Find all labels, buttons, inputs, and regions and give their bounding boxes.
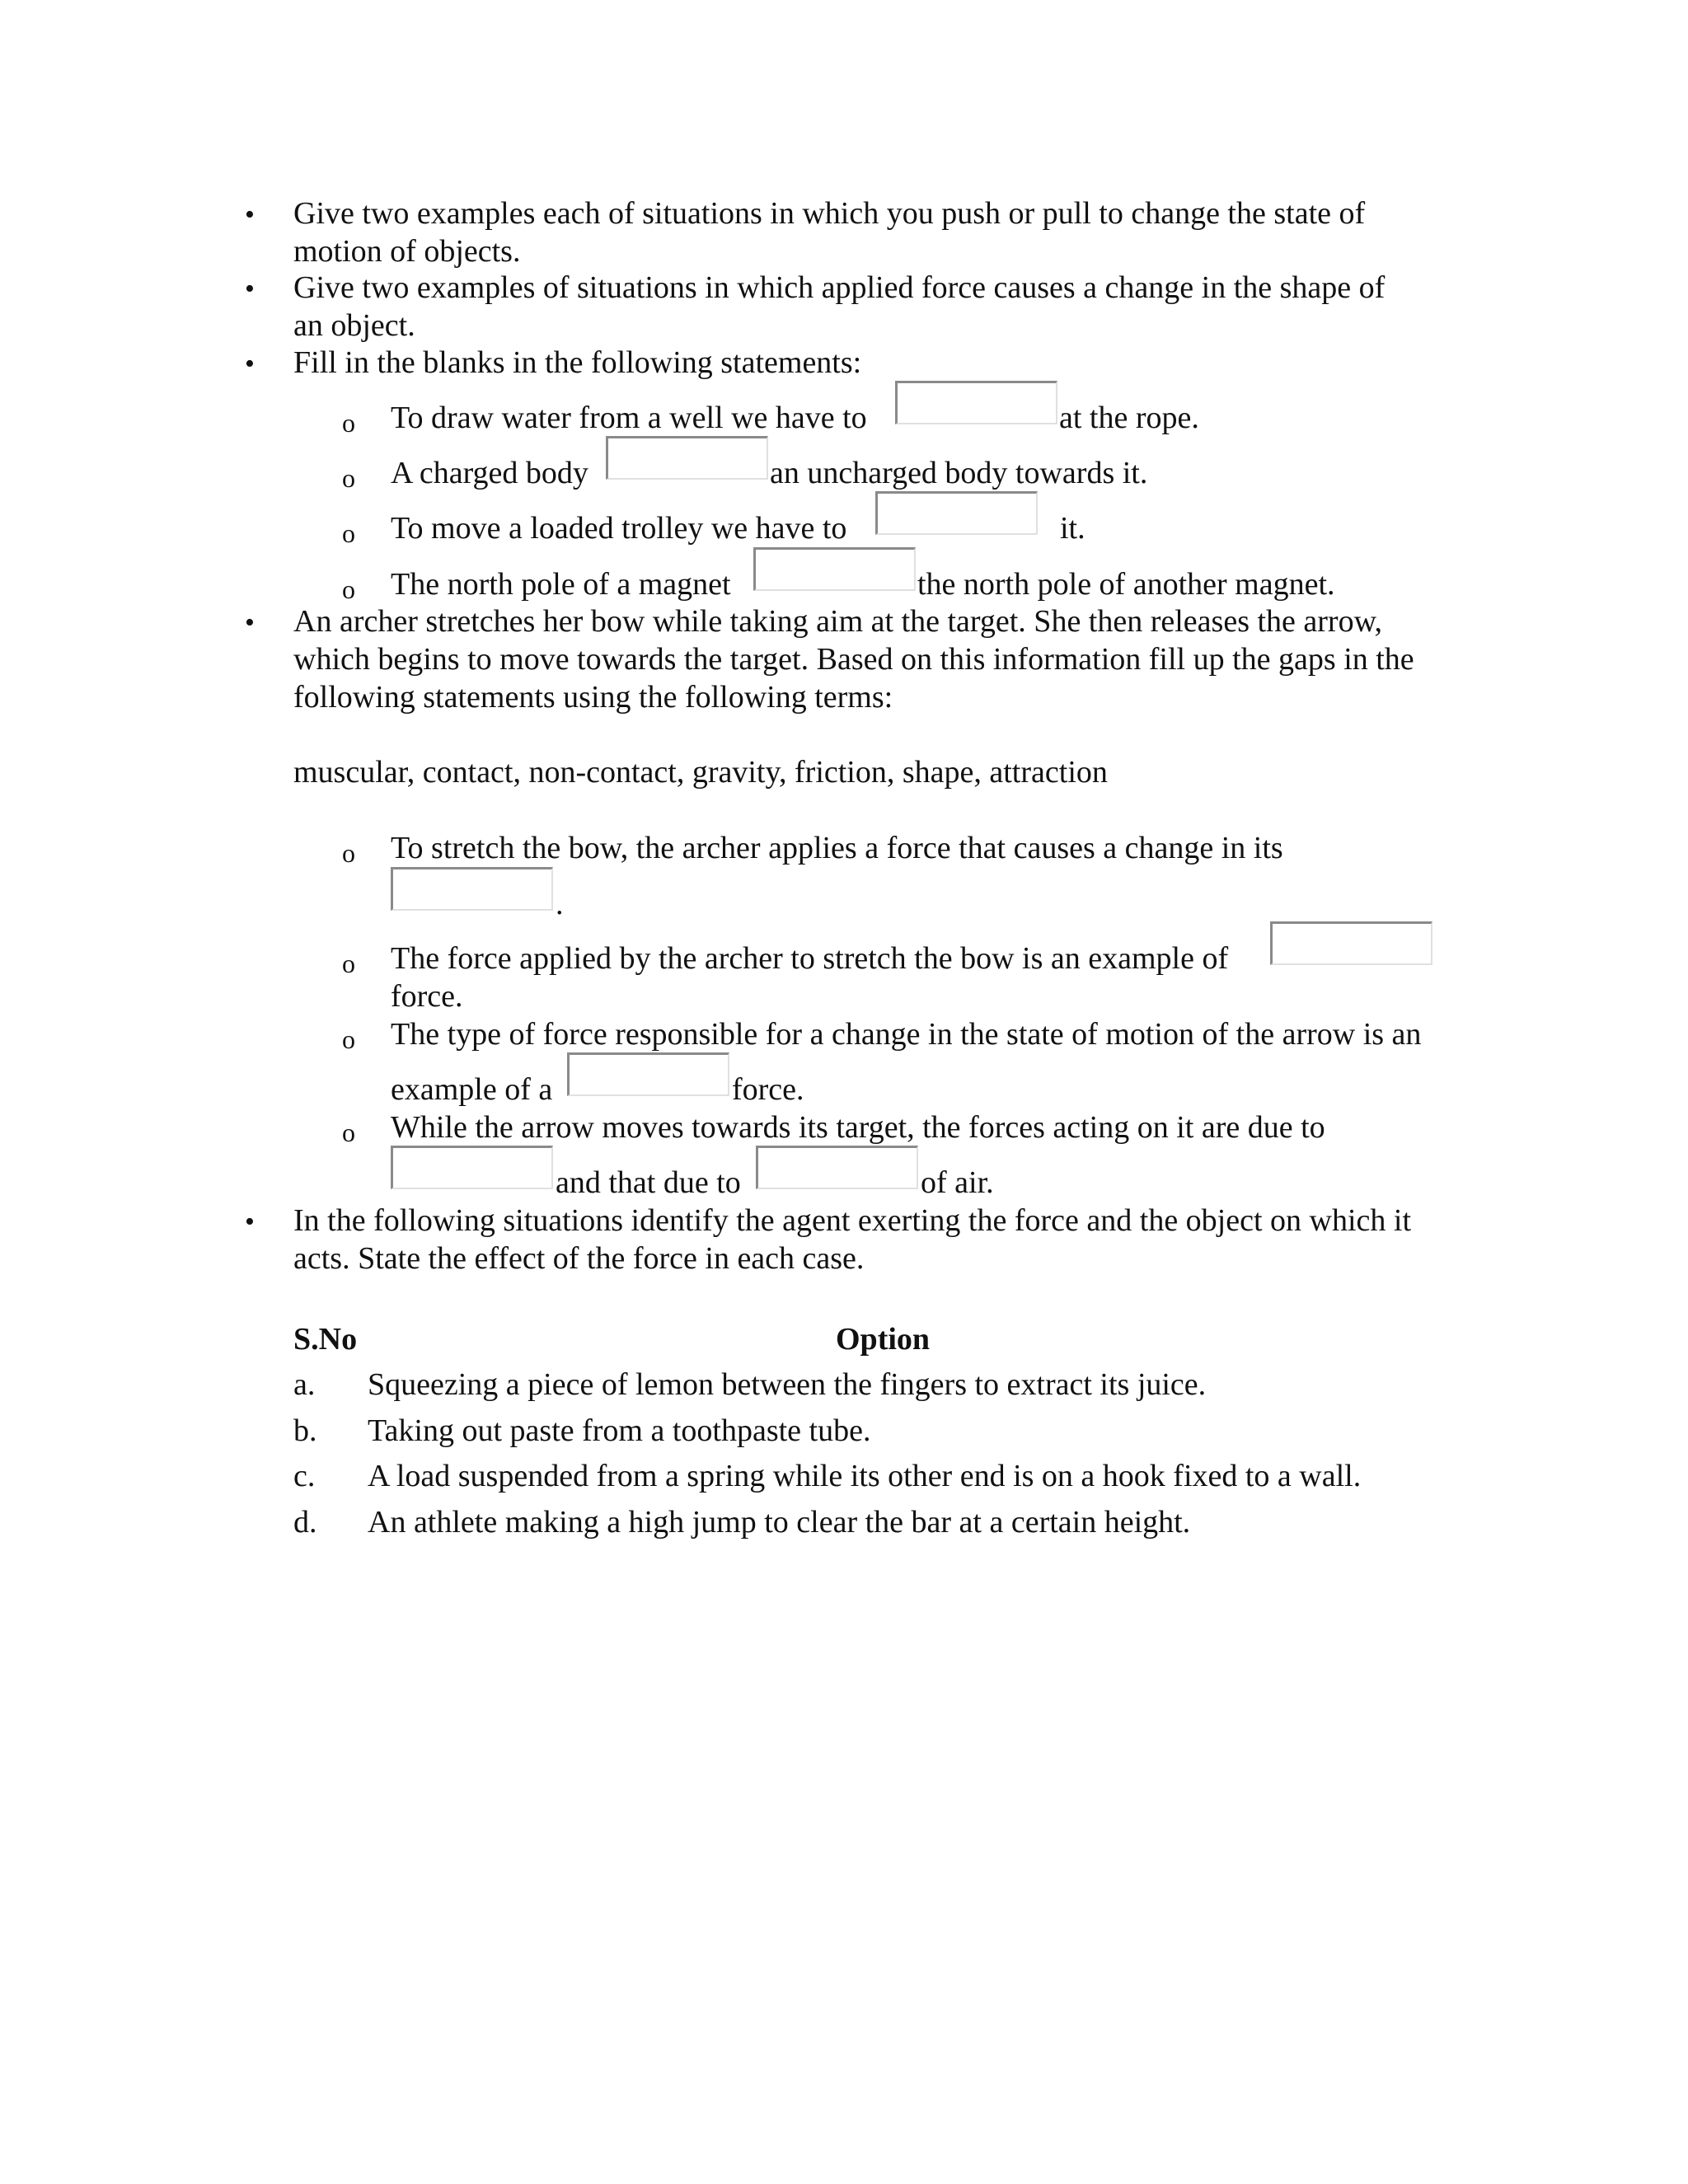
table-row-b-sno: b. xyxy=(293,1413,317,1448)
bullet-icon: • xyxy=(245,199,255,230)
sub-bullet-icon: o xyxy=(342,949,355,978)
bullet-icon: • xyxy=(245,349,255,379)
table-row-a-sno: a. xyxy=(293,1367,316,1402)
q5-text-line1: In the following situations identify the agent exerting the force and the object on which it xyxy=(293,1203,1412,1238)
table-row-d-sno: d. xyxy=(293,1505,317,1540)
table-row-c-text: A load suspended from a spring while its other end is on a hook fixed to a wall. xyxy=(368,1459,1362,1493)
table-header-sno: S.No xyxy=(293,1322,358,1357)
table-header-option: Option xyxy=(836,1322,931,1357)
q2-text-line1: Give two examples of situations in which applied force causes a change in the shape of xyxy=(293,270,1386,305)
q3-item3-before: To move a loaded trolley we have to xyxy=(391,511,847,546)
q3-item1-after: at the rope. xyxy=(1059,401,1199,435)
sub-bullet-icon: o xyxy=(342,518,355,548)
q4-item4-line1: While the arrow moves towards its target, the forces acting on it are due to xyxy=(391,1110,1325,1145)
sub-bullet-icon: o xyxy=(342,1118,355,1147)
q4-item4-after: of air. xyxy=(921,1165,994,1200)
sub-bullet-icon: o xyxy=(342,838,355,868)
q4-item4-blank-2[interactable] xyxy=(756,1146,918,1189)
q3-item4-before: The north pole of a magnet xyxy=(391,567,731,602)
sub-bullet-icon: o xyxy=(342,574,355,604)
q4-text-line2: which begins to move towards the target. Based on this information fill up the gaps in the xyxy=(293,642,1414,677)
q1-text-line2: motion of objects. xyxy=(293,234,521,269)
q4-text-line3: following statements using the following terms: xyxy=(293,680,893,715)
q4-item3-blank[interactable] xyxy=(567,1052,729,1096)
table-row-a-text: Squeezing a piece of lemon between the fingers to extract its juice. xyxy=(368,1367,1207,1402)
q4-item2-blank[interactable] xyxy=(1270,921,1432,965)
q3-item4-after: the north pole of another magnet. xyxy=(917,567,1335,602)
q4-item2-line1: The force applied by the archer to stretch the bow is an example of xyxy=(391,941,1229,976)
q3-item2-blank[interactable] xyxy=(606,436,768,480)
sub-bullet-icon: o xyxy=(342,1024,355,1054)
table-row-d-text: An athlete making a high jump to clear the bar at a certain height. xyxy=(368,1505,1191,1540)
bullet-icon: • xyxy=(245,1207,255,1237)
q1-text-line1: Give two examples each of situations in which you push or pull to change the state of xyxy=(293,196,1366,231)
q4-item4-blank-1[interactable] xyxy=(391,1146,553,1189)
q4-text-line1: An archer stretches her bow while taking aim at the target. She then releases the arrow, xyxy=(293,604,1383,639)
bullet-icon: • xyxy=(245,607,255,638)
q4-item1-after: . xyxy=(556,887,564,921)
q4-item2-line2: force. xyxy=(391,979,463,1014)
q3-item2-before: A charged body xyxy=(391,456,588,490)
table-row-b-text: Taking out paste from a toothpaste tube. xyxy=(368,1413,871,1448)
q3-item1-blank[interactable] xyxy=(895,381,1057,424)
sub-bullet-icon: o xyxy=(342,408,355,438)
q4-item3-line1: The type of force responsible for a change in the state of motion of the arrow is an xyxy=(391,1017,1422,1052)
q3-item1-before: To draw water from a well we have to xyxy=(391,401,867,435)
q4-item1-line1: To stretch the bow, the archer applies a force that causes a change in its xyxy=(391,831,1283,865)
q5-text-line2: acts. State the effect of the force in each case. xyxy=(293,1241,865,1276)
q3-item2-after: an uncharged body towards it. xyxy=(770,456,1148,490)
q3-item3-blank[interactable] xyxy=(875,491,1038,535)
q4-item1-blank[interactable] xyxy=(391,867,553,911)
q4-item3-before: example of a xyxy=(391,1072,553,1107)
q3-item4-blank[interactable] xyxy=(753,547,916,591)
q4-terms: muscular, contact, non-contact, gravity, friction, shape, attraction xyxy=(293,755,1108,790)
sub-bullet-icon: o xyxy=(342,463,355,493)
table-row-c-sno: c. xyxy=(293,1459,316,1493)
bullet-icon: • xyxy=(245,274,255,304)
q4-item3-after: force. xyxy=(732,1072,804,1107)
q2-text-line2: an object. xyxy=(293,308,415,343)
q4-item4-middle: and that due to xyxy=(556,1165,741,1200)
q3-intro: Fill in the blanks in the following statements: xyxy=(293,345,862,380)
q3-item3-after: it. xyxy=(1060,511,1085,546)
